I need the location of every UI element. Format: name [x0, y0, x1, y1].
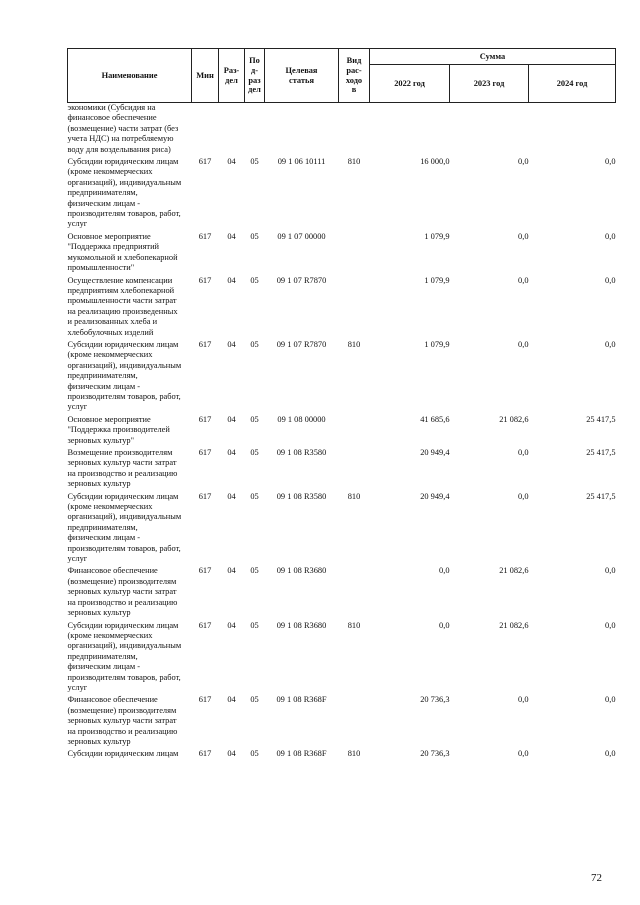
row-name: Субсидии юридическим лицам (кроме некоммерческих организаций), индивидуальным предпринимателям, физическим лицам - производителям товаров, работ, услуг: [67, 620, 182, 692]
row-sum-2023: 0,0: [518, 157, 529, 167]
row-min: 617: [198, 231, 212, 241]
row-target-article: 09 1 06 10111: [277, 157, 326, 167]
row-sum-2024: 25 417,5: [586, 491, 616, 501]
row-min: 617: [198, 695, 212, 705]
row-podrazdel: 05: [250, 620, 259, 630]
row-name: экономики (Субсидия на финансовое обеспечение (возмещение) части затрат (без учета НДС) на потребляемую воду для возделывания риса): [67, 103, 179, 154]
row-sum-2023: 0,0: [518, 749, 529, 759]
row-name: Финансовое обеспечение (возмещение) производителям зерновых культур части затрат на производство и реализацию зерновых культур: [67, 566, 178, 618]
row-sum-2022: 20 949,4: [420, 448, 450, 457]
col-header-sum: Сумма: [370, 49, 616, 65]
row-sum-2024: 0,0: [605, 157, 616, 167]
row-name: Субсидии юридическим лицам (кроме некоммерческих организаций), индивидуальным предпринимателям, физическим лицам - производителям товаров, работ, услуг: [67, 339, 182, 412]
row-expense-type: [339, 566, 370, 618]
row-expense-type: [339, 415, 370, 446]
row-podrazdel: 05: [250, 231, 259, 241]
table-row: [68, 232, 616, 274]
row-sum-2022: 1 079,9: [424, 231, 450, 241]
col-header-min: Мин: [192, 49, 219, 103]
row-min: 617: [198, 339, 212, 349]
row-expense-type: 810: [347, 491, 361, 501]
row-sum-2024: 0,0: [605, 339, 616, 349]
row-target-article: 09 1 08 R368F: [276, 749, 327, 759]
row-sum-2024: 25 417,5: [586, 448, 616, 457]
row-sum-2024: 25 417,5: [586, 414, 616, 424]
row-name: Осуществление компенсации предприятиям хлебопекарной промышленности части затрат на реализацию произведенных и реализованных хлеба и хлебобулочных изделий: [67, 275, 178, 337]
row-podrazdel: 05: [250, 157, 259, 167]
row-podrazdel: 05: [250, 566, 259, 576]
table-row: [68, 621, 616, 694]
row-sum-2024: 0,0: [605, 275, 616, 285]
budget-table: [67, 48, 616, 760]
table-body: [68, 103, 616, 760]
row-sum-2023: 0,0: [518, 339, 529, 349]
row-min: 617: [198, 275, 212, 285]
row-min: 617: [198, 566, 212, 576]
col-header-podrazdel: По д- раз дел: [245, 49, 265, 103]
row-sum-2023: 0,0: [518, 231, 529, 241]
table-row: [68, 749, 616, 759]
row-sum-2024: 0,0: [605, 566, 616, 576]
table-row: [68, 340, 616, 413]
row-sum-2022: 1 079,9: [424, 339, 450, 349]
table-row: [68, 415, 616, 446]
row-target-article: 09 1 08 R368F: [276, 695, 327, 705]
row-target-article: [265, 103, 339, 156]
row-razdel: 04: [227, 749, 236, 759]
row-podrazdel: 05: [250, 749, 259, 759]
row-target-article: 09 1 08 R3680: [276, 620, 327, 630]
col-header-2023: 2023 год: [450, 65, 529, 103]
row-sum-2023: [450, 103, 529, 156]
table-row: [68, 103, 616, 156]
row-sum-2023: 21 082,6: [499, 414, 529, 424]
row-expense-type: 810: [347, 339, 361, 349]
row-sum-2022: 16 000,0: [420, 157, 450, 167]
col-header-razdel: Раз- дел: [219, 49, 245, 103]
row-podrazdel: [245, 103, 265, 156]
page-number: 72: [591, 872, 602, 884]
row-razdel: 04: [227, 414, 236, 424]
row-razdel: 04: [227, 695, 236, 705]
row-razdel: 04: [227, 157, 236, 167]
table-row: [68, 448, 616, 490]
row-sum-2022: 0,0: [439, 620, 450, 630]
row-sum-2024: 0,0: [605, 231, 616, 241]
row-sum-2023: 0,0: [518, 695, 529, 705]
row-razdel: 04: [227, 620, 236, 630]
row-sum-2022: 0,0: [439, 566, 450, 576]
row-sum-2023: 0,0: [518, 275, 529, 285]
table-row: [68, 695, 616, 747]
row-expense-type: 810: [347, 620, 361, 630]
row-name: Субсидии юридическим лицам (кроме некоммерческих организаций), индивидуальным предпринимателям, физическим лицам - производителям товаров, работ, услуг: [67, 491, 182, 564]
row-name: Возмещение производителям зерновых культур части затрат на производство и реализацию зерновых культур: [67, 448, 178, 489]
row-podrazdel: 05: [250, 491, 259, 501]
row-min: 617: [198, 749, 212, 759]
row-sum-2024: [529, 103, 616, 156]
row-expense-type: 810: [347, 157, 361, 167]
row-razdel: 04: [227, 491, 236, 501]
row-min: 617: [198, 414, 212, 424]
row-podrazdel: 05: [250, 275, 259, 285]
row-sum-2022: 20 949,4: [420, 491, 450, 501]
row-razdel: 04: [227, 231, 236, 241]
row-sum-2024: 0,0: [605, 620, 616, 630]
row-razdel: [219, 103, 245, 156]
row-podrazdel: 05: [250, 695, 259, 705]
row-target-article: 09 1 07 R7870: [276, 275, 327, 285]
table-row: [68, 566, 616, 618]
row-sum-2023: 21 082,6: [499, 566, 529, 576]
col-header-2024: 2024 год: [529, 65, 616, 103]
row-sum-2022: 20 736,3: [420, 695, 450, 705]
row-min: 617: [198, 620, 212, 630]
row-name: Финансовое обеспечение (возмещение) производителям зерновых культур части затрат на производство и реализацию зерновых культур: [67, 695, 178, 746]
row-expense-type: [339, 448, 370, 490]
row-razdel: 04: [227, 275, 236, 285]
row-name: Субсидии юридическим лицам: [67, 749, 179, 759]
row-razdel: 04: [227, 566, 236, 576]
row-sum-2022: [370, 103, 450, 156]
row-target-article: 09 1 07 R7870: [276, 339, 327, 349]
table-row: [68, 157, 616, 230]
row-sum-2022: 20 736,3: [420, 749, 450, 759]
row-target-article: 09 1 08 R3580: [276, 448, 327, 457]
table-row: [68, 276, 616, 338]
row-target-article: 09 1 08 00000: [277, 414, 326, 424]
row-podrazdel: 05: [250, 414, 259, 424]
row-min: 617: [198, 491, 212, 501]
row-expense-type: [339, 232, 370, 274]
col-header-expense-type: Вид рас- ходо в: [339, 49, 370, 103]
row-razdel: 04: [227, 448, 236, 457]
row-sum-2024: 0,0: [605, 695, 616, 705]
row-name: Основное мероприятие "Поддержка предприятий мукомольной и хлебопекарной промышленности": [67, 231, 178, 273]
row-min: [192, 103, 219, 156]
row-razdel: 04: [227, 339, 236, 349]
row-name: Основное мероприятие "Поддержка производителей зерновых культур": [67, 414, 170, 445]
row-target-article: 09 1 07 00000: [277, 231, 326, 241]
row-min: 617: [198, 448, 212, 457]
row-expense-type: [339, 276, 370, 338]
row-sum-2023: 21 082,6: [499, 620, 529, 630]
row-sum-2022: 41 685,6: [420, 414, 450, 424]
row-name: Субсидии юридическим лицам (кроме некоммерческих организаций), индивидуальным предпринимателям, физическим лицам - производителям товаров, работ, услуг: [67, 157, 182, 229]
row-sum-2023: 0,0: [518, 448, 529, 457]
row-min: 617: [198, 157, 212, 167]
row-expense-type: 810: [347, 749, 361, 759]
row-target-article: 09 1 08 R3580: [276, 491, 327, 501]
table-row: [68, 492, 616, 565]
row-target-article: 09 1 08 R3680: [276, 566, 327, 576]
row-podrazdel: 05: [250, 339, 259, 349]
row-expense-type: [339, 695, 370, 747]
row-sum-2023: 0,0: [518, 491, 529, 501]
col-header-target-article: Целевая статья: [265, 49, 339, 103]
row-podrazdel: 05: [250, 448, 259, 457]
row-expense-type: [339, 103, 370, 156]
col-header-2022: 2022 год: [370, 65, 450, 103]
col-header-name: Наименование: [68, 49, 192, 103]
row-sum-2022: 1 079,9: [424, 275, 450, 285]
row-sum-2024: 0,0: [605, 749, 616, 759]
